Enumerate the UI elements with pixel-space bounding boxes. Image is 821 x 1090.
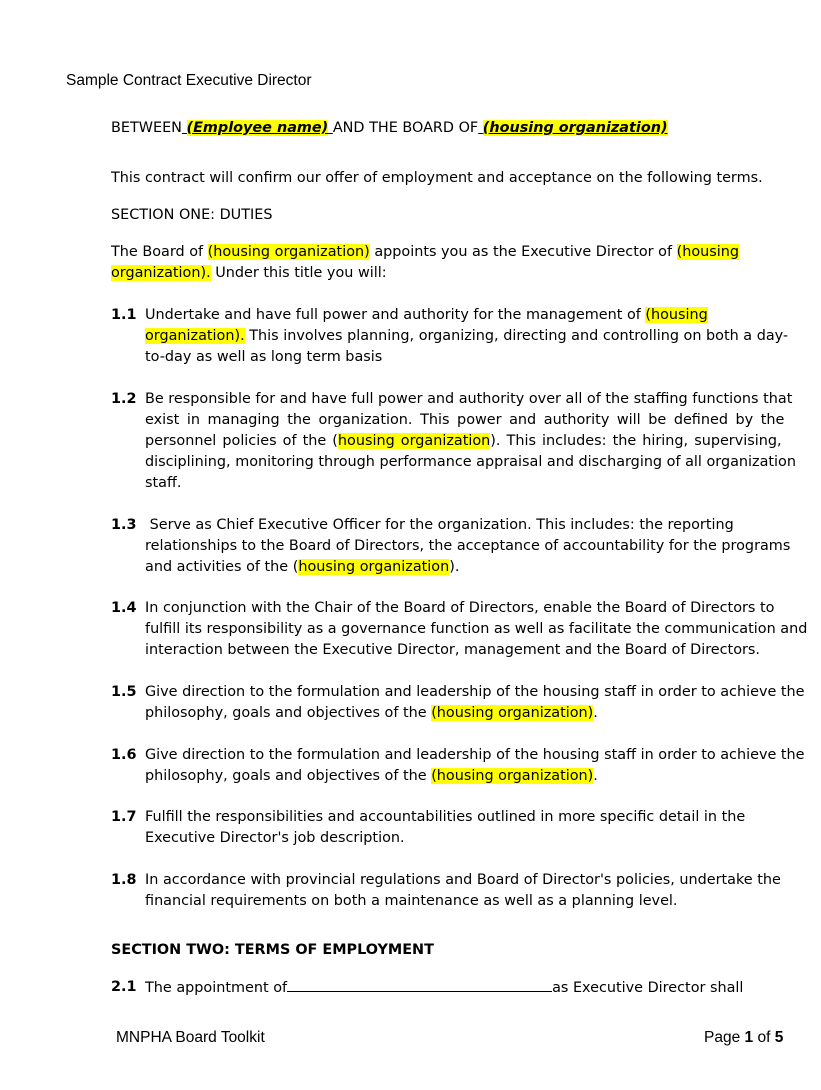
item-number: 1.1	[111, 307, 137, 323]
document-header: Sample Contract Executive Director	[66, 72, 312, 89]
appointee-blank-line[interactable]	[287, 977, 552, 992]
section-one-lead-line2: organization). Under this title you will:	[111, 265, 387, 281]
org-placeholder: (housing organization)	[482, 120, 668, 136]
intro-paragraph: This contract will confirm our offer of employment and acceptance on the following terms.	[111, 170, 763, 186]
section-two-heading: SECTION TWO: TERMS OF EMPLOYMENT	[111, 942, 434, 958]
section-one-heading: SECTION ONE: DUTIES	[111, 207, 273, 223]
total-pages: 5	[774, 1029, 784, 1046]
list-item: The appointment of as Executive Director shall	[145, 977, 783, 999]
org-highlight: organization).	[111, 265, 211, 281]
item-number: 1.8	[111, 872, 137, 888]
list-item: Give direction to the formulation and leadership of the housing staff in order to achieve the philosophy, goals and objectives of the (housing organization).	[145, 684, 805, 721]
list-item: Serve as Chief Executive Officer for the organization. This includes: the reporting relationships to the Board of Directors, the acceptance of accountability for the programs and activities of the (housing organization).	[145, 517, 791, 575]
between-prefix: BETWEEN	[111, 120, 182, 136]
employee-name-placeholder: (Employee name)	[186, 120, 329, 136]
item-number: 1.4	[111, 600, 137, 616]
list-item: Give direction to the formulation and leadership of the housing staff in order to achieve the philosophy, goals and objectives of the (housing organization).	[145, 747, 805, 784]
item-number: 1.2	[111, 391, 137, 407]
between-middle: AND THE BOARD OF	[332, 120, 479, 136]
footer-page-indicator: Page 1 of 5	[704, 1029, 784, 1046]
list-item: In conjunction with the Chair of the Board of Directors, enable the Board of Directors to fulfill its responsibility as a governance function as well as facilitate the communication and interaction between the Executive Director, management and the Board of Directors.	[145, 600, 808, 658]
section-one-lead-line1: The Board of (housing organization) appoints you as the Executive Director of (housing	[111, 244, 740, 260]
current-page: 1	[744, 1029, 754, 1046]
org-highlight: (housing organization)	[207, 244, 370, 260]
footer-toolkit-label: MNPHA Board Toolkit	[116, 1029, 265, 1046]
item-number: 1.6	[111, 747, 137, 763]
list-item: In accordance with provincial regulations and Board of Director's policies, undertake the financial requirements on both a maintenance as well as a planning level.	[145, 872, 781, 909]
item-number: 2.1	[111, 979, 137, 995]
list-item: Be responsible for and have full power and authority over all of the staffing functions that exist in managing the organization. This power and authority will be defined by the personnel policies of the (housing organization). This includes: the hiring, supervising, disciplining, monitoring through performance appraisal and discharging of all organization staff.	[145, 391, 796, 491]
item-number: 1.3	[111, 517, 137, 533]
between-line	[111, 118, 668, 139]
list-item: Undertake and have full power and authority for the management of (housing organization). This involves planning, organizing, directing and controlling on both a day- to-day as well as long term basis	[145, 307, 789, 365]
org-highlight: (housing	[676, 244, 740, 260]
item-number: 1.7	[111, 809, 137, 825]
list-item: Fulfill the responsibilities and accountabilities outlined in more specific detail in the Executive Director's job description.	[145, 809, 746, 846]
item-number: 1.5	[111, 684, 137, 700]
